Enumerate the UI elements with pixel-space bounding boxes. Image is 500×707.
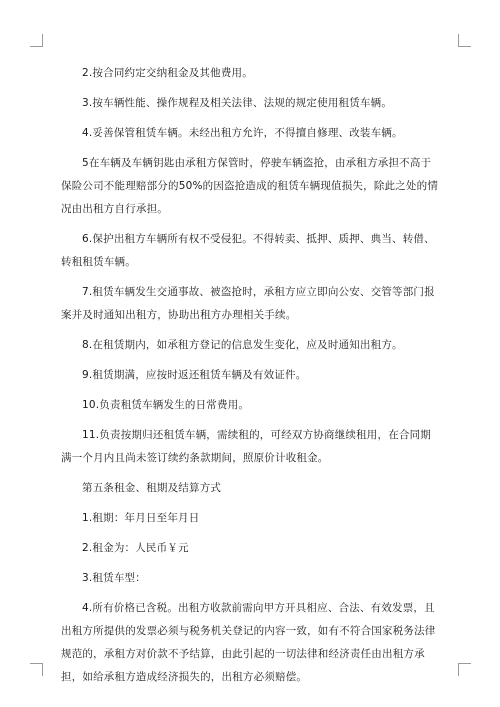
document-body	[61, 62, 441, 696]
clause-paragraph: 2.按合同约定交纳租金及其他费用。	[82, 67, 253, 79]
clause-paragraph: 8.在租赁期内，如承租方登记的信息发生变化，应及时通知出租方。	[82, 339, 403, 351]
clause-paragraph: 11.负责按期归还租赁车辆，需续租的，可经双方协商继续租用，在合同期满一个月内且尚未签订续约条款期间，照原价计收租金。	[61, 429, 431, 464]
clause-paragraph: 3.租赁车型：	[82, 572, 146, 584]
crop-mark-top-left	[30, 34, 43, 47]
crop-mark-bottom-right	[458, 663, 471, 676]
clause-paragraph: 4.妥善保管租赁车辆。未经出租方允许，不得擅自修理、改装车辆。	[82, 127, 403, 139]
crop-mark-top-right	[458, 34, 471, 47]
section-heading: 第五条租金、租期及结算方式	[82, 482, 222, 494]
clause-paragraph: 1.租期：年月日至年月日	[82, 512, 200, 524]
clause-paragraph: 7.租赁车辆发生交通事故、被盗抢时，承租方应立即向公安、交管等部门报案并及时通知出租方，协助出租方办理相关手续。	[61, 286, 435, 321]
clause-paragraph: 9.租赁期满，应按时返还租赁车辆及有效证件。	[82, 369, 307, 381]
clause-paragraph: 5在车辆及车辆钥匙由承租方保管时，停驶车辆盗抢，由承租方承担不高于保险公司不能理赔部分的50%的因盗抢造成的租赁车辆现值损失，除此之处的情况由出租方自行承担。	[61, 157, 439, 215]
clause-paragraph: 6.保护出租方车辆所有权不受侵犯。不得转卖、抵押、质押、典当、转借、转租租赁车辆。	[61, 233, 435, 268]
clause-paragraph: 10.负责租赁车辆发生的日常费用。	[82, 399, 250, 411]
clause-paragraph: 2.租金为：人民币￥元	[82, 542, 189, 554]
crop-mark-bottom-left	[30, 663, 43, 676]
clause-paragraph: 3.按车辆性能、操作规程及相关法律、法规的规定使用租赁车辆。	[82, 97, 393, 109]
clause-paragraph: 4.所有价格已含税。出租方收款前需向甲方开具相应、合法、有效发票，且出租方所提供的发票必须与税务机关登记的内容一致，如有不符合国家税务法律规范的，承租方对价款不予结算，由此引起的一切法律和经济责任由出租方承担，如给承租方造成经济损失的，出租方必须赔偿。	[61, 602, 436, 683]
